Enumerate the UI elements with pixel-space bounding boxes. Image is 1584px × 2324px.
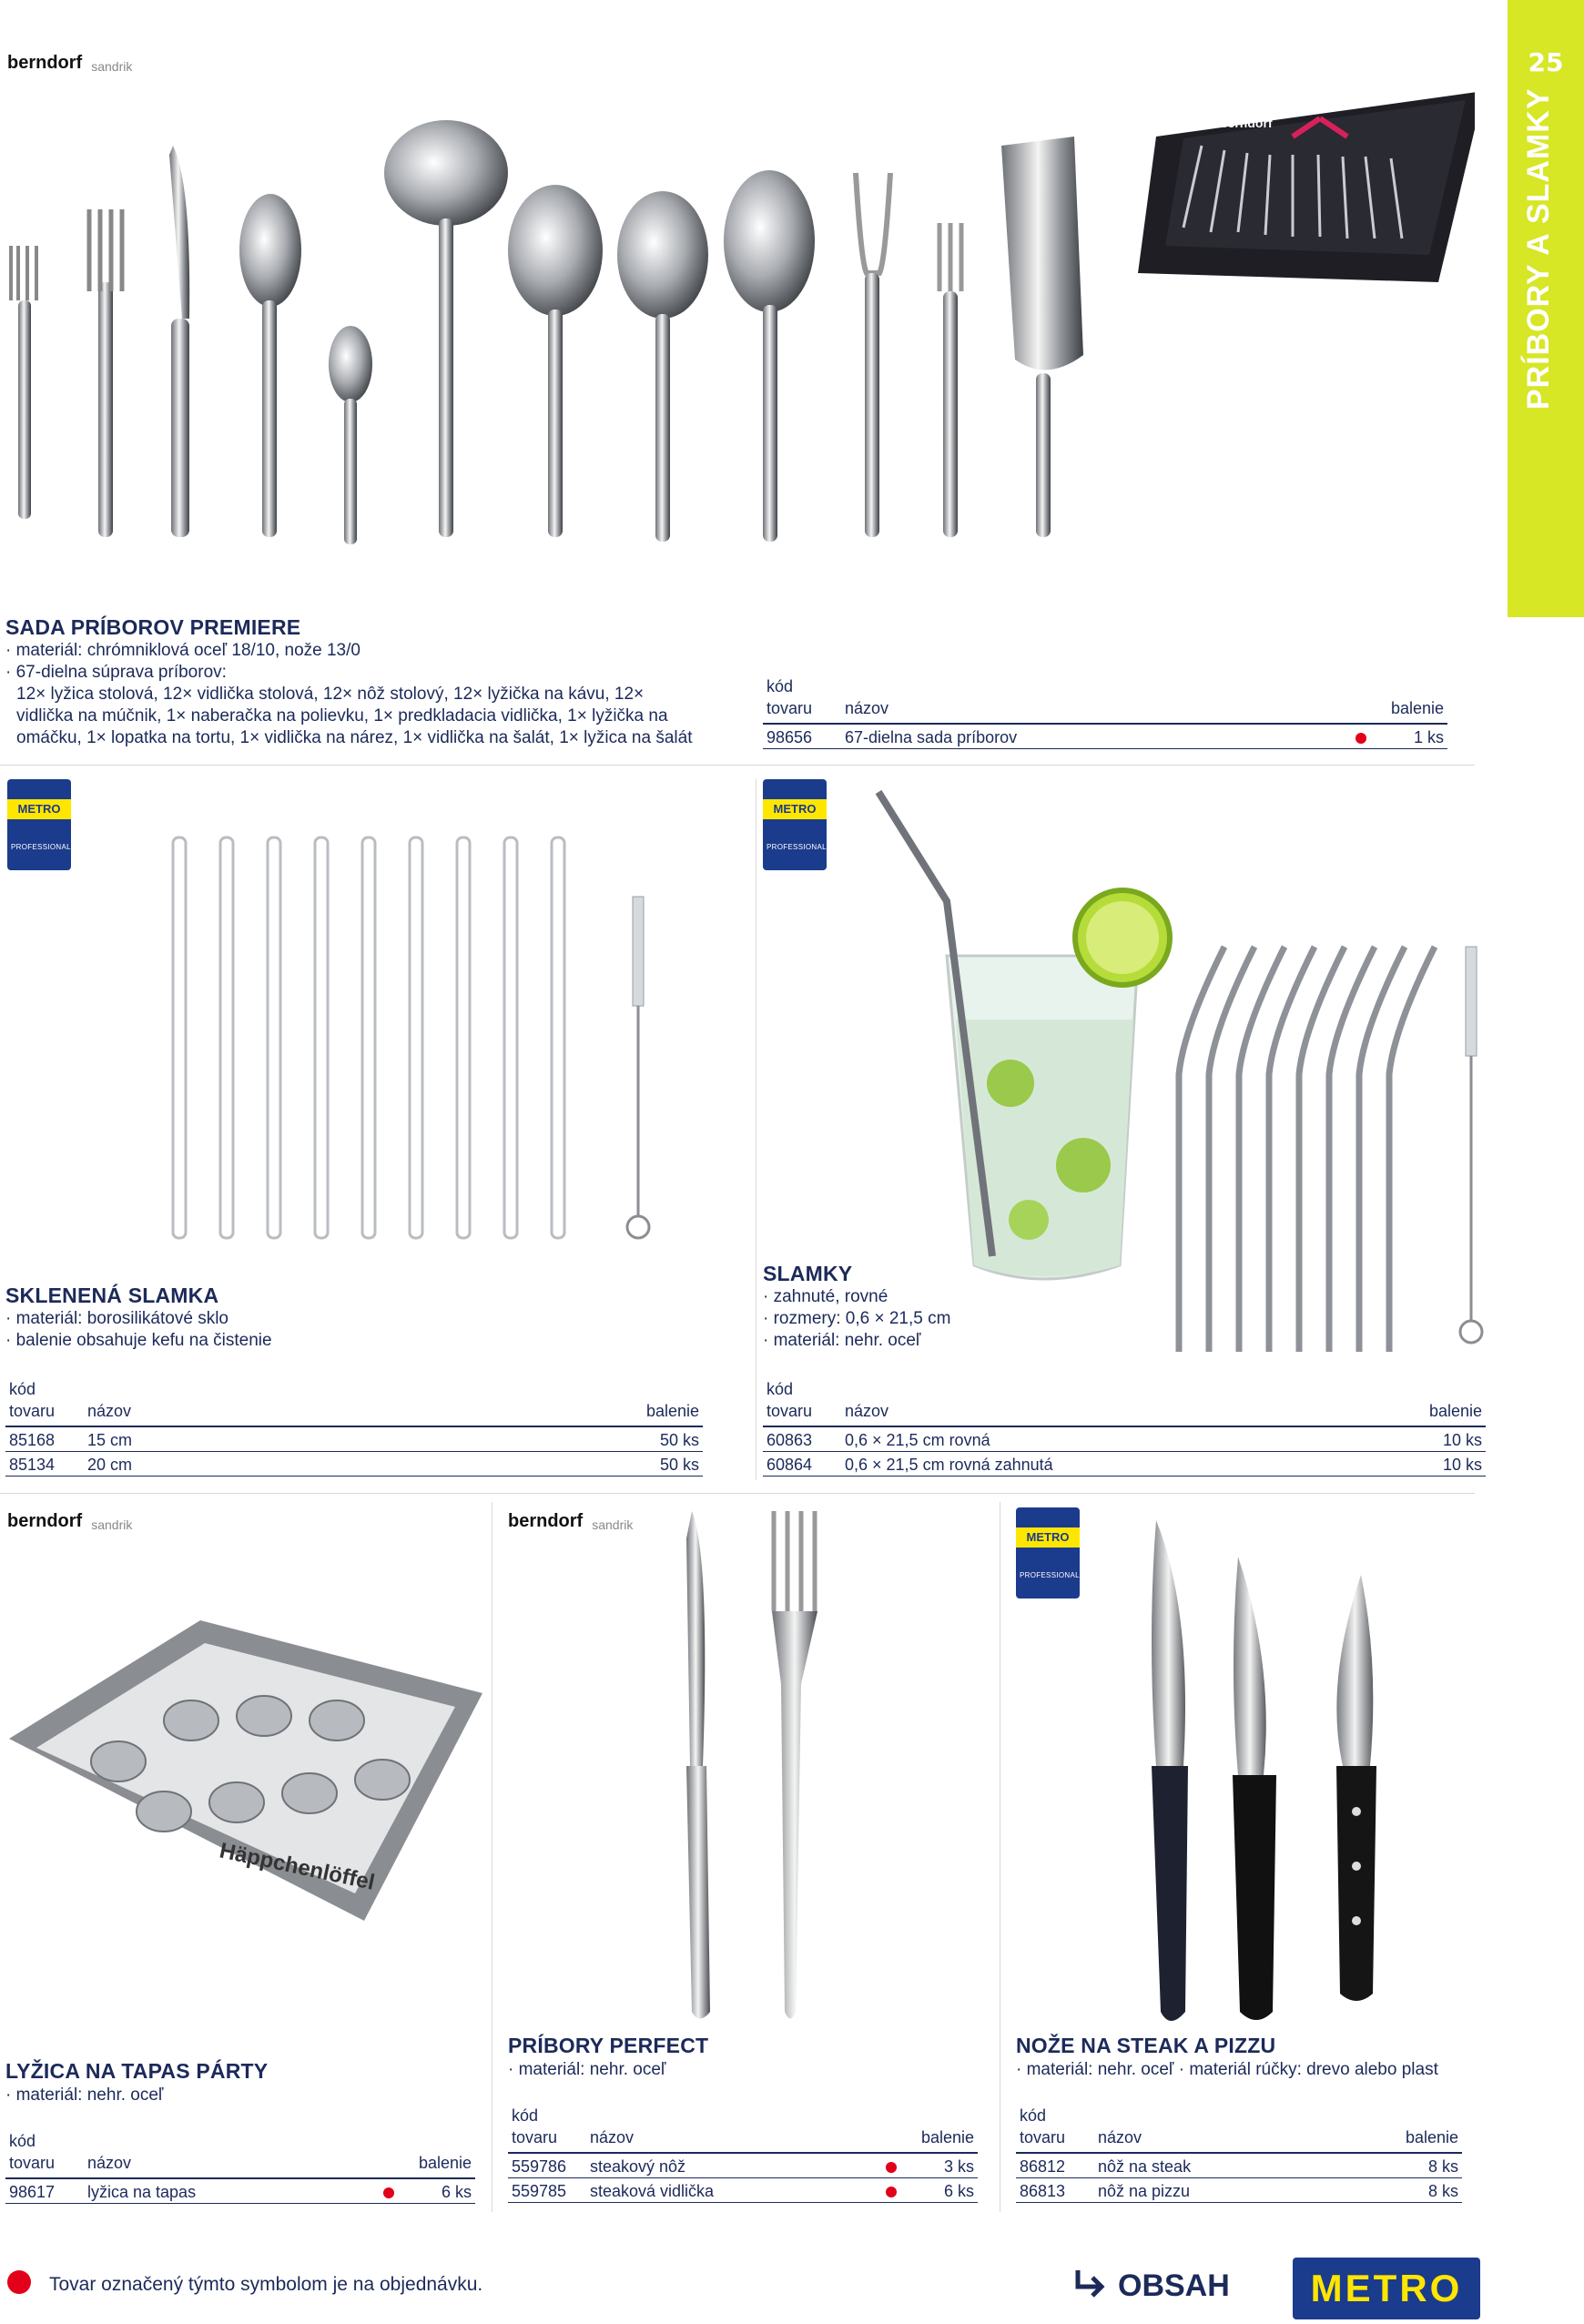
section-divider [0,765,1475,766]
product-name: 67-dielna sada príborov [841,724,1347,749]
product-name: lyžica na tapas [84,2178,375,2204]
on-order-dot [383,2187,394,2198]
knives-table [1016,2103,1462,2203]
salad-spoon-icon [724,170,815,542]
tapas-spoons-photo [9,1584,482,1948]
table-row [1016,2153,1462,2178]
straws-bullet-material: · materiál: nehr. oceľ [763,1331,921,1350]
coffee-spoon-icon [329,326,372,544]
col-name: názov [841,674,1347,724]
product-code: 85168 [5,1426,84,1452]
steak-pizza-knives-photo [1120,1502,1429,2030]
on-order-dot [886,2162,897,2173]
table-row [763,1452,1486,1477]
product-name: 0,6 × 21,5 cm rovná [841,1426,1413,1452]
metro-professional-badge [7,779,71,870]
contents-arrow-icon [1072,2267,1111,2305]
col-code: kód tovaru [508,2103,586,2153]
product-code: 98656 [763,724,841,749]
brand-name: berndorf [508,1511,584,1531]
steak-fork-icon [772,1511,817,2019]
table-row [763,1426,1486,1452]
product-pack: 6 ks [402,2178,475,2204]
box-label: Häppchenlöffel [217,1838,377,1895]
badge-professional: PROFESSIONAL [11,843,71,851]
product-code: 85134 [5,1452,84,1477]
product-pack: 50 ks [630,1452,703,1477]
section-label: PRÍBORY A SLAMKY [1521,87,1556,410]
brand-name: berndorf [7,1511,83,1531]
product-code: 86813 [1016,2178,1094,2203]
knives-title: NOŽE NA STEAK A PIZZU [1016,2034,1276,2057]
straws-table [763,1376,1486,1477]
metro-logo-text: METRO [1310,2267,1463,2309]
sauce-spoon-icon [617,191,708,542]
knives-description [1016,2059,1438,2081]
product-code: 98617 [5,2178,84,2204]
product-name: 15 cm [84,1426,630,1452]
product-code: 60864 [763,1452,841,1477]
steak-knife-plastic-icon [1233,1557,1276,2020]
svg-text:berndorf: berndorf [1220,116,1273,130]
sub-brand-name: sandrik [91,59,133,74]
product-code: 559786 [508,2153,586,2178]
cake-server-icon [1001,137,1083,537]
product-name: 0,6 × 21,5 cm rovná zahnutá [841,1452,1413,1477]
berndorf-logo [7,53,132,74]
table-row [1016,2178,1462,2203]
product-name: steaková vidlička [586,2178,878,2203]
glass-straw-bullet-material: · materiál: borosilikátové sklo [5,1309,228,1328]
glass-straw-table [5,1376,703,1477]
col-code: kód tovaru [5,2128,84,2178]
on-order-dot [886,2187,897,2197]
salad-fork-icon [939,223,961,537]
premiere-table [763,674,1447,749]
perfect-title: PRÍBORY PERFECT [508,2034,709,2057]
straws-title: SLAMKY [763,1262,853,1285]
steak-knife-wood-icon [1152,1520,1188,2021]
straws-bullet-shape: · zahnuté, rovné [763,1287,888,1306]
pizza-knife-icon [1336,1575,1376,2001]
premiere-description [5,640,697,749]
metro-professional-badge [763,779,827,870]
glass-straw-title: SKLENENÁ SLAMKA [5,1284,219,1307]
table-row [5,1426,703,1452]
glass-straw-bullet-brush: · balenie obsahuje kefu na čistenie [5,1331,272,1350]
product-code: 60863 [763,1426,841,1452]
berndorf-logo [508,1511,633,1532]
footer-note: Tovar označený týmto symbolom je na objednávku. [49,2274,483,2295]
premiere-contents: 12× lyžica stolová, 12× vidlička stolová, 12× nôž stolový, 12× lyžička na kávu, 12× vidlička na múčnik, 1× naberačka na polievku, 1× predkladacia vidlička, 1× lyžička na omáčku, 1× lopatka na tortu, 1× vidlička na nárez, 1× vidlička na šalát, 1× lyžica na šalát [16,685,693,747]
metro-professional-badge [1016,1507,1080,1598]
product-pack: 50 ks [630,1426,703,1452]
table-row [508,2178,978,2203]
product-pack: 3 ks [905,2153,978,2178]
gift-box-photo [1138,91,1475,282]
col-code: kód tovaru [5,1376,84,1426]
cleaning-brush-icon [1460,947,1482,1343]
col-pack: balenie [905,2103,978,2153]
product-pack: 8 ks [1389,2178,1462,2203]
carving-fork-icon [856,173,890,537]
product-name: nôž na steak [1094,2153,1389,2178]
badge-professional: PROFESSIONAL [1020,1571,1080,1579]
soup-ladle-icon [384,120,508,537]
col-name: názov [1094,2103,1389,2153]
metro-logo [1293,2258,1480,2319]
table-spoon-icon [239,194,301,537]
premiere-bullet-material: · materiál: chrómniklová oceľ 18/10, nože 13/0 [5,641,360,660]
perfect-table [508,2103,978,2203]
product-code: 559785 [508,2178,586,2203]
col-pack: balenie [1389,2103,1462,2153]
badge-metro: METRO [7,799,71,819]
tapas-title: LYŽICA NA TAPAS PÁRTY [5,2059,269,2083]
product-pack: 10 ks [1413,1452,1486,1477]
berndorf-logo [7,1511,132,1532]
product-code: 86812 [1016,2153,1094,2178]
col-code: kód tovaru [1016,2103,1094,2153]
straws-bullet-size: · rozmery: 0,6 × 21,5 cm [763,1309,951,1328]
contents-link[interactable] [1072,2267,1230,2305]
glass-straw-description [5,1308,272,1352]
tapas-bullet-material: · materiál: nehr. oceľ [5,2086,164,2105]
badge-metro: METRO [1016,1527,1080,1548]
section-divider [0,1493,1475,1494]
on-order-dot [1356,733,1366,744]
premiere-title: SADA PRÍBOROV PREMIERE [5,615,301,639]
premiere-cutlery-photo [0,82,1475,610]
premiere-bullet-set: · 67-dielna súprava príborov: [5,663,227,682]
col-name: názov [586,2103,878,2153]
col-name: názov [84,1376,630,1426]
tapas-table [5,2128,475,2204]
contents-label: OBSAH [1118,2268,1230,2303]
cleaning-brush-icon [627,897,649,1238]
product-name: steakový nôž [586,2153,878,2178]
product-pack: 8 ks [1389,2153,1462,2178]
dessert-fork-icon [11,246,36,519]
brand-name: berndorf [7,53,83,73]
sub-brand-name: sandrik [91,1517,133,1532]
table-row [5,1452,703,1477]
glass-straws-photo [137,819,665,1247]
perfect-cutlery-photo [674,1502,838,2030]
col-code: kód tovaru [763,1376,841,1426]
col-pack: balenie [1413,1376,1486,1426]
serving-spoon-icon [508,185,603,537]
table-row [508,2153,978,2178]
table-fork-icon [89,209,122,537]
product-pack: 10 ks [1413,1426,1486,1452]
col-pack: balenie [1375,674,1447,724]
tapas-description [5,2085,163,2106]
product-pack: 1 ks [1375,724,1447,749]
col-name: názov [84,2128,375,2178]
table-knife-icon [169,146,189,537]
page-number: 25 [1528,47,1564,77]
straws-description [763,1286,950,1352]
col-code: kód tovaru [763,674,841,724]
col-pack: balenie [402,2128,475,2178]
sub-brand-name: sandrik [592,1517,634,1532]
perfect-bullet-material: · materiál: nehr. oceľ [508,2060,666,2079]
col-pack: balenie [630,1376,703,1426]
perfect-description [508,2059,665,2081]
badge-professional: PROFESSIONAL [767,843,827,851]
product-name: nôž na pizzu [1094,2178,1389,2203]
steel-straws-photo [874,783,1493,1356]
on-order-legend-dot [7,2270,31,2294]
badge-metro: METRO [763,799,827,819]
product-pack: 6 ks [905,2178,978,2203]
table-row [763,724,1447,749]
table-row [5,2178,475,2204]
knives-bullet-material: · materiál: nehr. oceľ · materiál rúčky: drevo alebo plast [1016,2060,1438,2079]
product-name: 20 cm [84,1452,630,1477]
steak-knife-icon [686,1511,710,2019]
col-name: názov [841,1376,1413,1426]
